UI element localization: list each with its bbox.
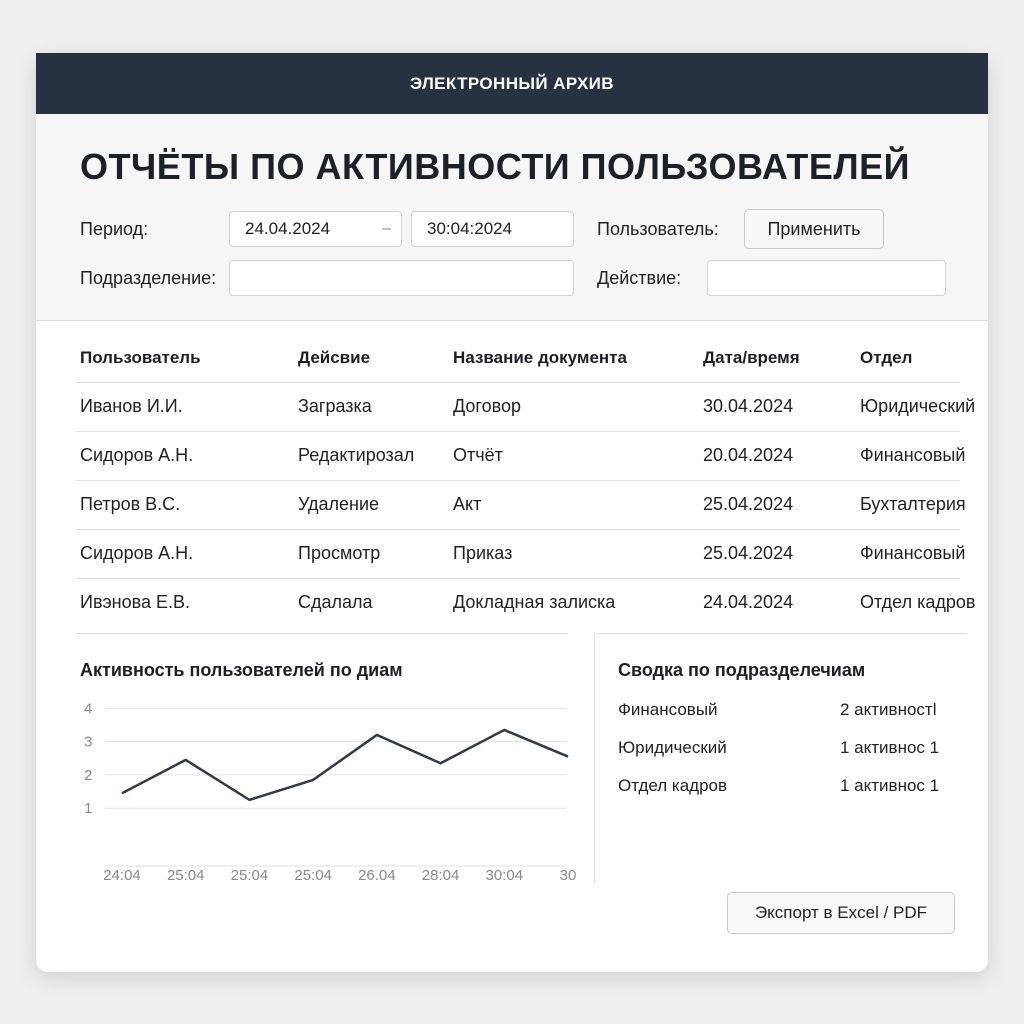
x-tick-label: 25:04 — [294, 867, 332, 884]
x-tick-label: 30:04 — [485, 867, 524, 884]
x-axis-ticks — [103, 867, 576, 884]
department-summary-panel — [594, 633, 967, 884]
cell-department: Юридический — [860, 396, 976, 416]
column-header-document[interactable]: Название документа — [453, 347, 627, 367]
export-button[interactable]: Экспорт в Excel / PDF — [727, 892, 955, 934]
cell-document: Акт — [453, 494, 482, 514]
cell-document: Приказ — [453, 543, 513, 563]
table-row[interactable] — [75, 382, 976, 432]
cell-department: Финансовый — [860, 543, 966, 563]
period-label: Период: — [80, 219, 149, 239]
cell-document: Договор — [453, 396, 521, 416]
table-row[interactable] — [75, 431, 966, 481]
action-input[interactable] — [707, 260, 946, 296]
x-tick-label: 26.04 — [358, 867, 396, 884]
cell-department: Финансовый — [860, 445, 966, 465]
app-title: ЭЛЕКТРОННЫЙ АРХИВ — [410, 73, 614, 93]
column-header-department[interactable]: Отдел — [860, 347, 913, 367]
cell-user: Иванов И.И. — [80, 396, 183, 416]
x-tick-label: 28:04 — [421, 867, 460, 884]
date-separator: – — [382, 220, 391, 237]
table-header — [75, 333, 960, 383]
column-header-user[interactable]: Пользователь — [80, 347, 201, 367]
x-tick-label: 25:04 — [166, 867, 205, 884]
chart-series — [122, 730, 568, 800]
column-header-action[interactable]: Дейсвие — [298, 347, 371, 367]
cell-datetime: 25.04.2024 — [703, 543, 794, 563]
cell-datetime: 30.04.2024 — [703, 396, 794, 416]
cell-user: Сидоров А.Н. — [80, 543, 194, 563]
x-tick-label: 30 — [559, 867, 577, 884]
date-from-value: 24.04.2024 — [245, 219, 331, 238]
cell-datetime: 24.04.2024 — [703, 592, 794, 612]
action-label: Действие: — [597, 268, 682, 288]
cell-datetime: 25.04.2024 — [703, 494, 794, 514]
date-to-input[interactable] — [411, 211, 574, 247]
series-line — [122, 730, 568, 800]
cell-department: Отдел кадров — [860, 592, 976, 612]
chart-title: Активность пользователей по диам — [80, 660, 403, 680]
y-tick-label: 2 — [84, 766, 93, 784]
cell-user: Ивэнова Е.В. — [80, 592, 191, 612]
summary-row — [618, 700, 958, 724]
activity-chart-panel — [75, 633, 577, 884]
cell-datetime: 20.04.2024 — [703, 445, 794, 465]
summary-department: Юридический — [618, 738, 727, 757]
summary-title: Сводка по подразделечиам — [618, 660, 866, 680]
report-window — [36, 53, 988, 972]
cell-action: Сдалала — [298, 592, 373, 612]
activity-line-chart — [75, 694, 577, 884]
summary-department: Отдел кадров — [618, 776, 728, 795]
app-title-bar — [36, 53, 988, 114]
chart-gridlines — [105, 708, 566, 866]
cell-action: Редактирозал — [298, 445, 415, 465]
table-row[interactable] — [75, 578, 976, 627]
user-label: Пользователь: — [597, 219, 719, 239]
date-to-value: 30:04:2024 — [427, 219, 513, 238]
y-tick-label: 4 — [84, 700, 93, 718]
cell-user: Сидоров А.Н. — [80, 445, 194, 465]
summary-row — [618, 738, 958, 762]
summary-count: 2 активностl — [840, 700, 937, 719]
filter-panel — [36, 114, 988, 321]
table-row[interactable] — [75, 529, 966, 579]
cell-user: Петров В.С. — [80, 494, 181, 514]
cell-department: Бухталтерия — [860, 494, 966, 514]
cell-document: Отчёт — [453, 445, 503, 465]
x-tick-label: 25:04 — [230, 867, 269, 884]
cell-document: Докладная залиска — [453, 592, 616, 612]
cell-action: Загразка — [298, 396, 372, 416]
x-tick-label: 24:04 — [103, 867, 141, 884]
apply-button[interactable]: Применить — [744, 209, 884, 249]
department-label: Подразделение: — [80, 268, 217, 288]
summary-count: 1 активнос 1 — [840, 776, 940, 795]
page-title: ОТЧЁТЫ ПО АКТИВНОСТИ ПОЛЬЗОВАТЕЛЕЙ — [80, 146, 911, 187]
cell-action: Просмотр — [298, 543, 381, 563]
table-row[interactable] — [75, 480, 966, 530]
cell-action: Удаление — [298, 494, 380, 514]
date-from-input[interactable] — [229, 211, 402, 247]
column-header-datetime[interactable]: Дата/время — [703, 347, 800, 367]
y-tick-label: 3 — [84, 733, 93, 751]
department-input[interactable] — [229, 260, 574, 296]
summary-row — [618, 776, 958, 800]
y-axis-ticks — [84, 700, 92, 817]
summary-department: Финансовый — [618, 700, 718, 719]
y-tick-label: 1 — [84, 800, 93, 818]
summary-count: 1 активнос 1 — [840, 738, 940, 757]
